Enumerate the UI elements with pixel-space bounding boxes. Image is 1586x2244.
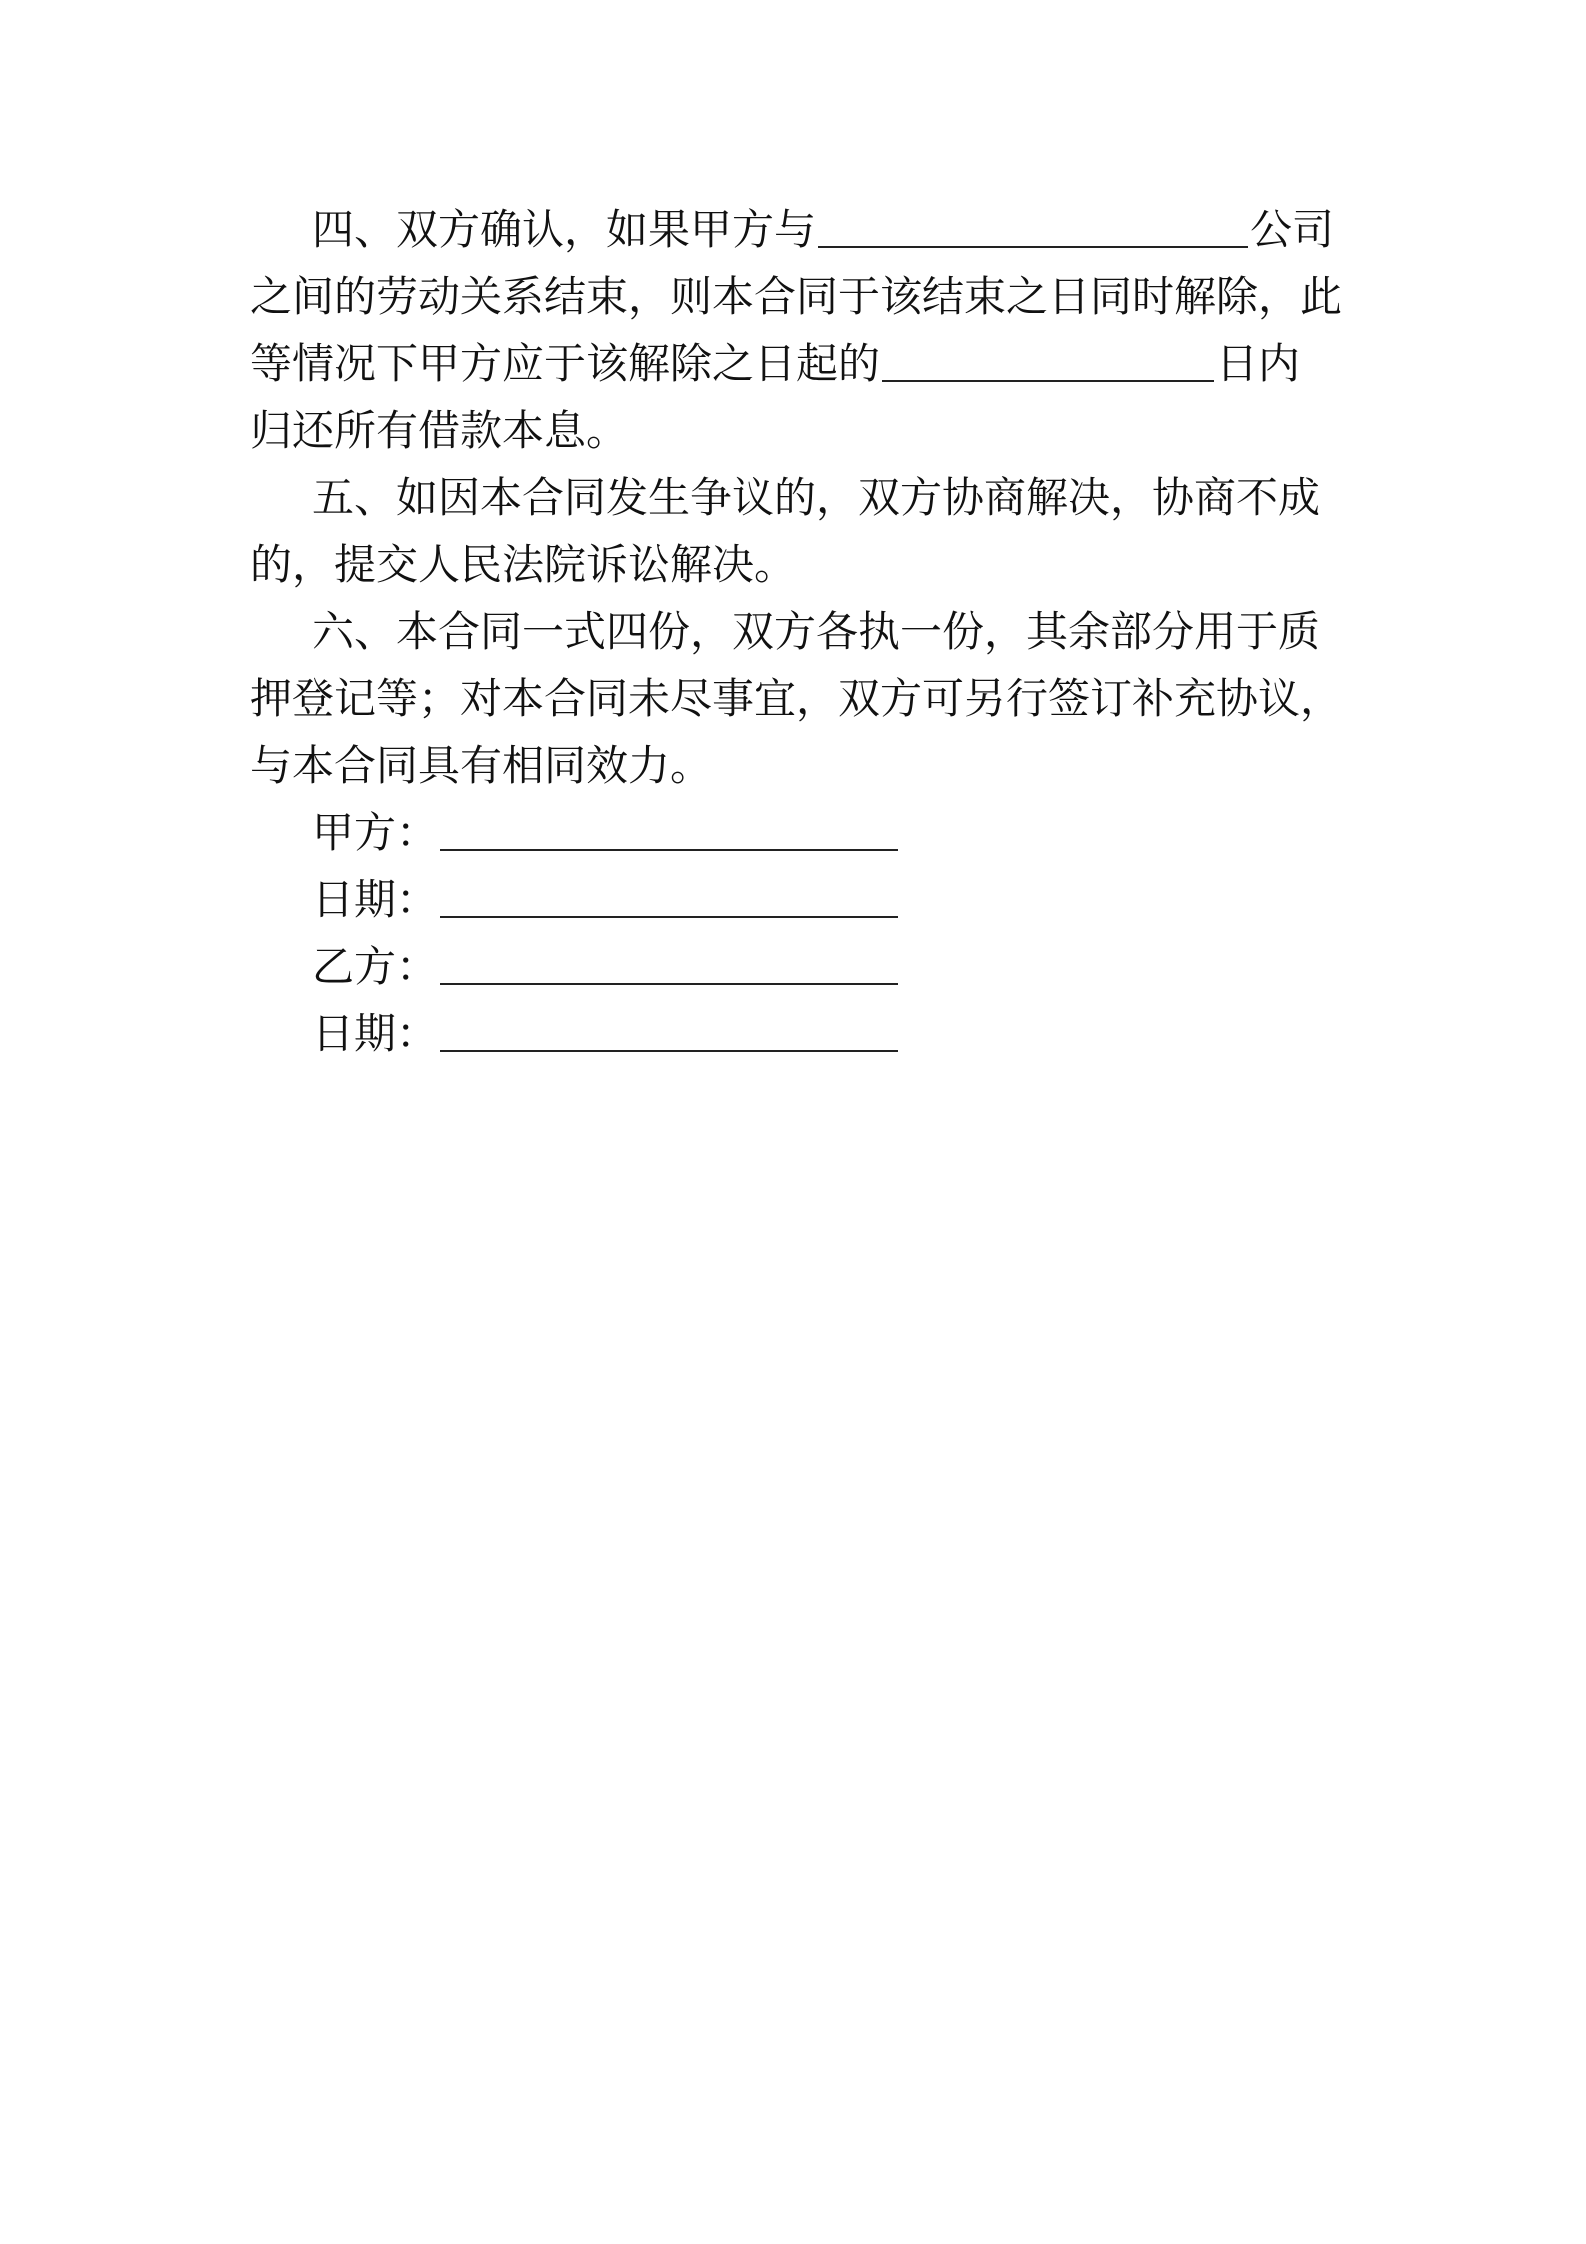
clause-four-line-3 [188,330,1350,397]
clause-four [250,196,1350,464]
clause-four-text-a: 四、双方确认，如果甲方与 [312,205,817,254]
signature-party-b [250,933,1350,1000]
signature-label: 甲方： [312,808,439,857]
clause-six-line-1: 六、本合同一式四份，双方各执一份，其余部分用于质 [312,607,1321,656]
days-blank [882,340,1214,382]
signature-blank [440,809,898,851]
signature-party-a [250,799,1350,866]
contract-body [250,196,1350,1067]
clause-six-line-3: 与本合同具有相同效力。 [250,741,713,790]
signature-label: 日期： [312,1009,439,1058]
signature-date-a [250,866,1350,933]
clause-five-line-1: 五、如因本合同发生争议的，双方协商解决，协商不成 [312,473,1321,522]
clause-six-line-2: 押登记等；对本合同未尽事宜，双方可另行签订补充协议， [250,674,1343,723]
signature-label: 日期： [312,875,439,924]
signature-blank [440,943,898,985]
signature-blank [440,1010,898,1052]
clause-five [250,464,1350,598]
clause-four-text-b: 公司 [1250,205,1335,254]
clause-five-line-2: 的，提交人民法院诉讼解决。 [250,540,797,589]
clause-four-text-d: 日内 [1216,339,1301,388]
signature-date-b [250,1000,1350,1067]
clause-four-line-2: 之间的劳动关系结束，则本合同于该结束之日同时解除，此 [250,272,1343,321]
signature-blank [440,876,898,918]
clause-four-line-4: 归还所有借款本息。 [250,406,629,455]
signature-label: 乙方： [312,942,439,991]
clause-six [250,598,1350,799]
company-name-blank [818,206,1248,248]
clause-four-line-1 [250,196,1350,263]
clause-four-text-c: 等情况下甲方应于该解除之日起的 [250,339,881,388]
